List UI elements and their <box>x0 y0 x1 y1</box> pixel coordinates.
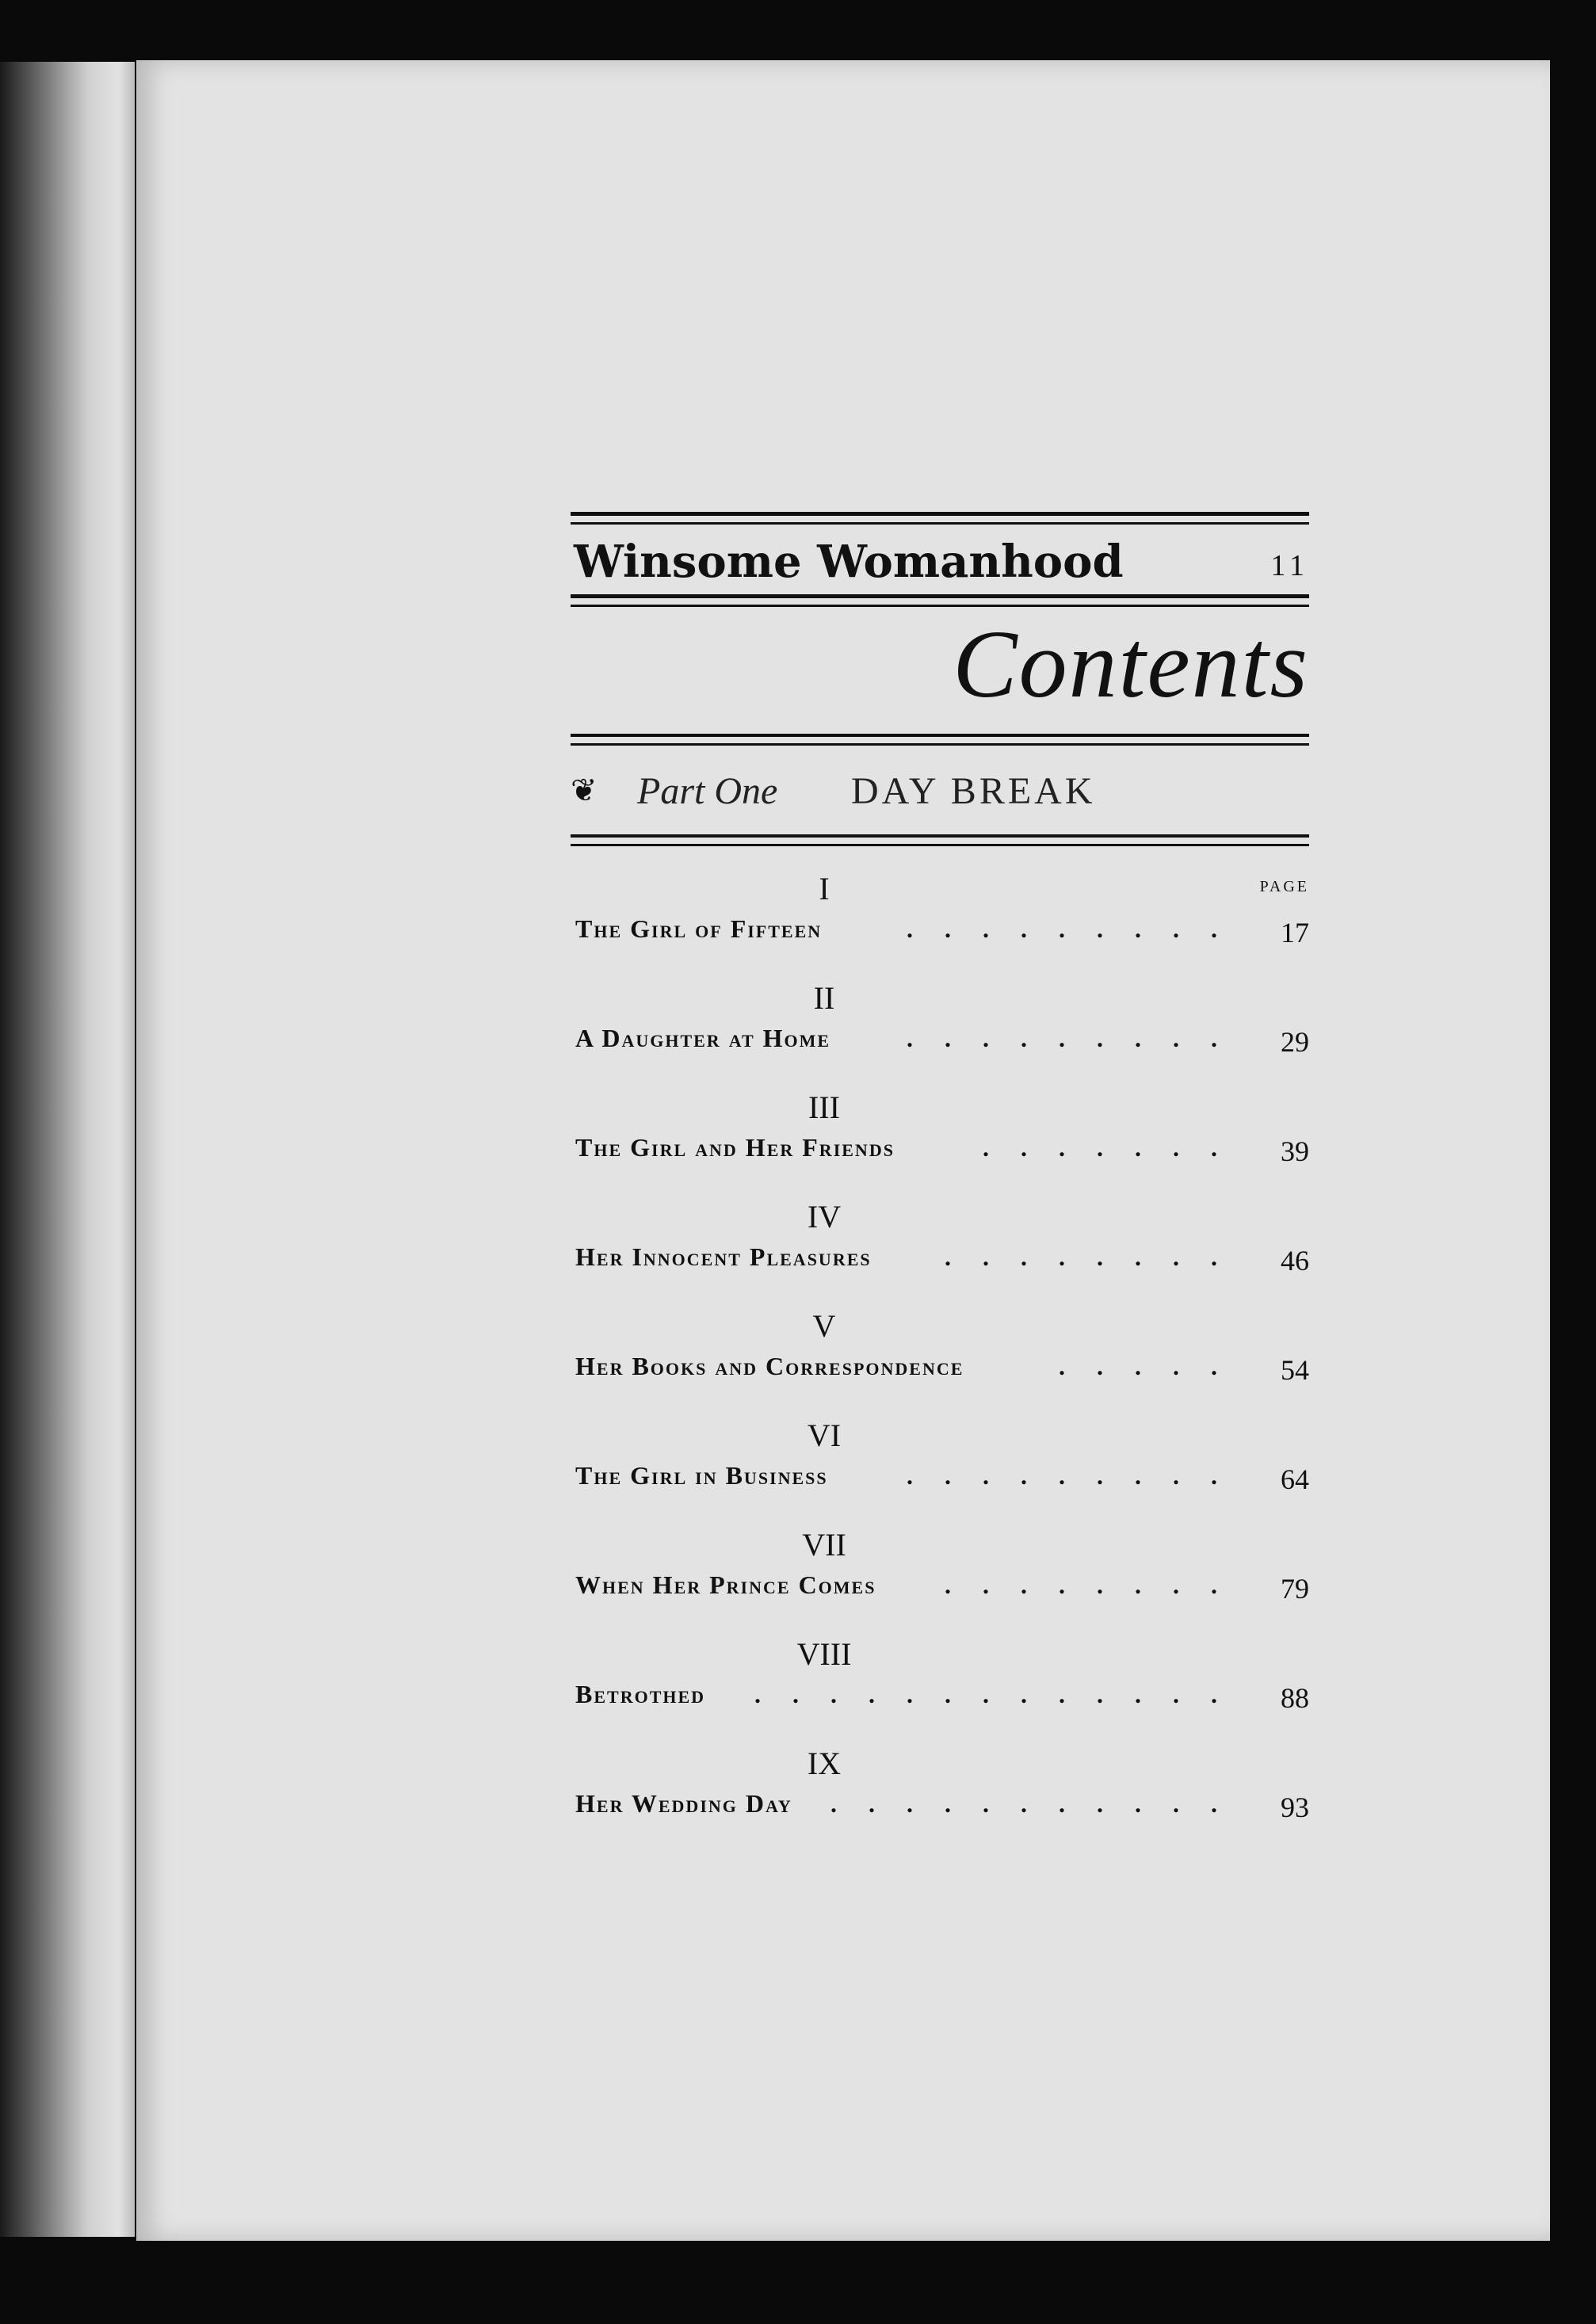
dot-leader: . . . . . . . <box>983 1133 1230 1162</box>
chapter-title: When Her Prince Comes <box>575 1570 876 1599</box>
chapter-numeral: III <box>808 1089 840 1125</box>
chapter-numeral: V <box>812 1308 836 1344</box>
chapter-page: 79 <box>1281 1573 1309 1605</box>
chapter-page: 54 <box>1281 1354 1309 1386</box>
dot-leader: . . . . . . . . <box>945 1570 1230 1599</box>
header-rule-thin <box>571 605 1309 607</box>
page-column-heading: PAGE <box>1259 878 1309 895</box>
dot-leader: . . . . . . . . <box>945 1242 1230 1271</box>
dot-leader: . . . . . . . . . . . <box>830 1789 1230 1818</box>
chapter-title: A Daughter at Home <box>575 1024 831 1052</box>
chapter-numeral: IX <box>807 1746 842 1781</box>
book-page <box>136 60 1550 2241</box>
toc-entry <box>571 1526 1309 1635</box>
chapter-numeral: VIII <box>796 1636 852 1672</box>
toc-entry <box>571 1307 1309 1417</box>
toc-entry <box>571 1745 1309 1854</box>
chapter-title: The Girl in Business <box>575 1461 828 1490</box>
chapter-page: 46 <box>1281 1245 1309 1276</box>
chapter-title: The Girl of Fifteen <box>575 914 823 943</box>
contents-rule <box>571 734 1309 737</box>
dot-leader: . . . . . . . . . <box>907 1461 1230 1490</box>
chapter-page: 64 <box>1281 1463 1309 1495</box>
chapter-numeral: VII <box>802 1527 846 1563</box>
table-of-contents <box>571 870 1309 1854</box>
chapter-page: 39 <box>1281 1135 1309 1167</box>
chapter-page: 29 <box>1281 1026 1309 1058</box>
chapter-title: Her Books and Correspondence <box>575 1352 964 1380</box>
header-rule <box>571 594 1309 598</box>
part-heading <box>571 746 1309 834</box>
chapter-numeral: II <box>813 980 835 1016</box>
part-rule <box>571 834 1309 838</box>
dot-leader: . . . . . . . . . <box>907 1024 1230 1052</box>
chapter-numeral: I <box>819 871 830 906</box>
chapter-title: Her Innocent Pleasures <box>575 1242 872 1271</box>
running-header <box>571 525 1309 594</box>
contents-block <box>571 512 1309 1854</box>
part-title: DAY BREAK <box>851 770 1096 812</box>
toc-entry <box>571 1417 1309 1526</box>
contents-heading: Contents <box>953 611 1309 718</box>
dot-leader: . . . . . <box>1059 1352 1230 1380</box>
top-rule <box>571 512 1309 516</box>
dot-leader: . . . . . . . . . . . . . <box>754 1680 1230 1708</box>
part-rule-thin <box>571 844 1309 846</box>
facing-page-edge <box>0 62 135 2237</box>
chapter-page: 88 <box>1281 1682 1309 1714</box>
toc-entry <box>571 1198 1309 1307</box>
chapter-page: 93 <box>1281 1792 1309 1823</box>
chapter-numeral: VI <box>807 1418 842 1453</box>
dot-leader: . . . . . . . . . <box>907 914 1230 943</box>
toc-entry <box>571 1635 1309 1745</box>
book-title: Winsome Womanhood <box>574 536 1124 588</box>
toc-entry <box>571 1089 1309 1198</box>
chapter-numeral: IV <box>807 1199 842 1235</box>
toc-entry <box>571 870 1309 979</box>
chapter-title: Betrothed <box>575 1680 706 1708</box>
toc-entry <box>571 979 1309 1089</box>
fleuron-icon: ❦ <box>571 773 598 809</box>
page-number: 11 <box>1270 549 1309 582</box>
chapter-page: 17 <box>1281 917 1309 948</box>
chapter-title: The Girl and Her Friends <box>575 1133 895 1162</box>
part-label: Part One <box>637 770 778 812</box>
chapter-title: Her Wedding Day <box>575 1789 792 1818</box>
